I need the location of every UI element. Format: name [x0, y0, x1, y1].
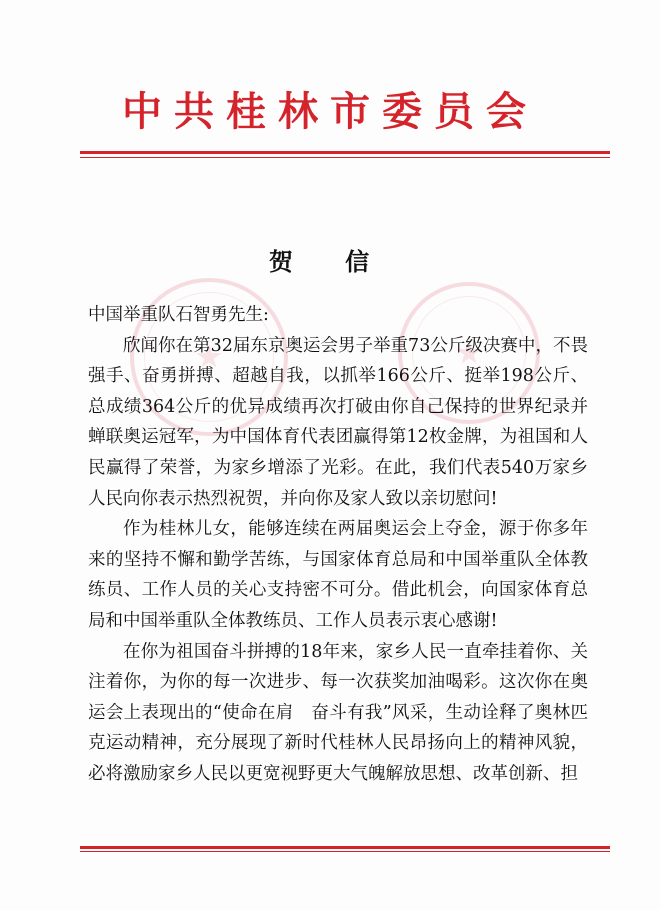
letterhead-rule-thick	[80, 151, 610, 154]
footer-rule-thick	[80, 846, 610, 849]
footer-rule-thin	[80, 851, 610, 852]
paragraph-3: 在你为祖国奋斗拼搏的18年来，家乡人民一直牵挂着你、关注着你，为你的每一次进步、每一次获奖加油喝彩。这次你在奥运会上表现出的“使命在肩 奋斗有我”风采，生动诠释了奥林匹克运动精神，充分展现了新时代桂林人民昂扬向上的精神风貌，必将激励家乡人民以更宽视野更大气魄解放思想、改革创新、担	[88, 641, 588, 784]
letterhead-org-name: 中共桂林市委员会	[122, 88, 538, 135]
paragraph-1: 欣闻你在第32届东京奥运会男子举重73公斤级决赛中，不畏强手、奋勇拼搏、超越自我，以抓举166公斤、挺举198公斤、总成绩364公斤的优异成绩再次打破由你自己保持的世界纪录并蝉联奥运冠军，为中国体育代表团赢得第12枚金牌，为祖国和人民赢得了荣誉，为家乡增添了光彩。在此，我们代表540万家乡人民向你表示热烈祝贺，并向你及家人致以亲切慰问!	[88, 335, 588, 509]
letter-body	[88, 300, 588, 790]
letter-title: 贺 信	[268, 248, 392, 276]
letterhead-rule-thin	[80, 157, 610, 158]
paragraph-2: 作为桂林儿女，能够连续在两届奥运会上夺金，源于你多年来的坚持不懈和勤学苦练，与国家体育总局和中国举重队全体教练员、工作人员的关心支持密不可分。借此机会，向国家体育总局和中国举重队全体教练员、工作人员表示衷心感谢!	[88, 519, 588, 631]
salutation: 中国举重队石智勇先生:	[88, 305, 269, 325]
